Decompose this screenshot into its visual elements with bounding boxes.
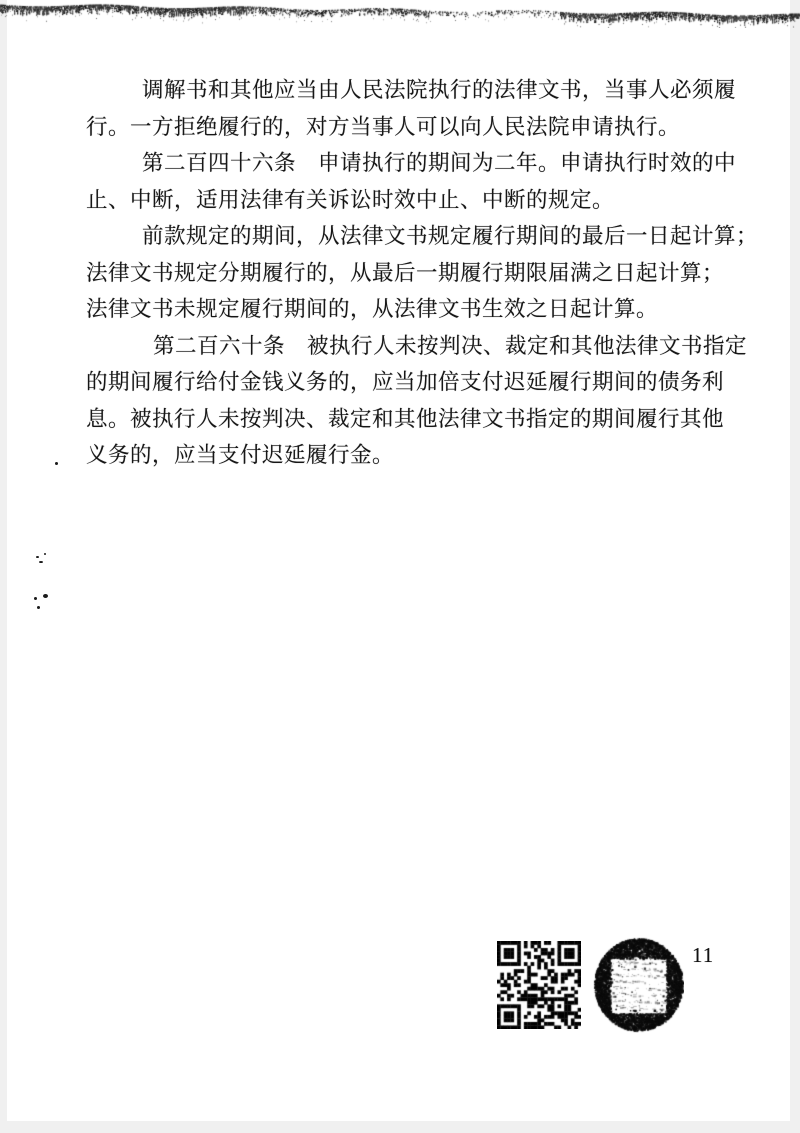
ink-speck — [37, 606, 40, 609]
page-number: 11 — [692, 943, 715, 967]
text-line: 前款规定的期间，从法律文书规定履行期间的最后一日起计算； — [142, 224, 759, 248]
text-line: 义务的，应当支付迟延履行金。 — [86, 443, 395, 467]
scanned-page — [7, 0, 790, 1121]
ink-speck — [34, 597, 37, 600]
ink-speck — [55, 462, 58, 465]
text-line: 法律文书未规定履行期间的，从法律文书生效之日起计算。 — [86, 297, 659, 321]
text-line: 第二百四十六条 申请执行的期间为二年。申请执行时效的中 — [142, 151, 737, 175]
text-line: 息。被执行人未按判决、裁定和其他法律文书指定的期间履行其他 — [86, 406, 725, 431]
text-line: 止、中断，适用法律有关诉讼时效中止、中断的规定。 — [86, 187, 615, 212]
circular-ink-stamp — [592, 936, 684, 1033]
text-line: 法律文书规定分期履行的，从最后一期履行期限届满之日起计算； — [86, 260, 725, 285]
text-line: 第二百六十条 被执行人未按判决、裁定和其他法律文书指定 — [153, 333, 748, 358]
ink-speck — [43, 594, 48, 598]
ink-speck — [39, 561, 43, 563]
text-line: 的期间履行给付金钱义务的，应当加倍支付迟延履行期间的债务利 — [86, 370, 725, 394]
ink-speck — [36, 556, 39, 558]
document-text — [86, 72, 761, 474]
qr-code — [497, 941, 581, 1029]
text-line: 行。一方拒绝履行的，对方当事人可以向人民法院申请执行。 — [86, 114, 681, 139]
ink-speck — [44, 553, 46, 555]
text-line: 调解书和其他应当由人民法院执行的法律文书，当事人必须履 — [142, 78, 737, 102]
